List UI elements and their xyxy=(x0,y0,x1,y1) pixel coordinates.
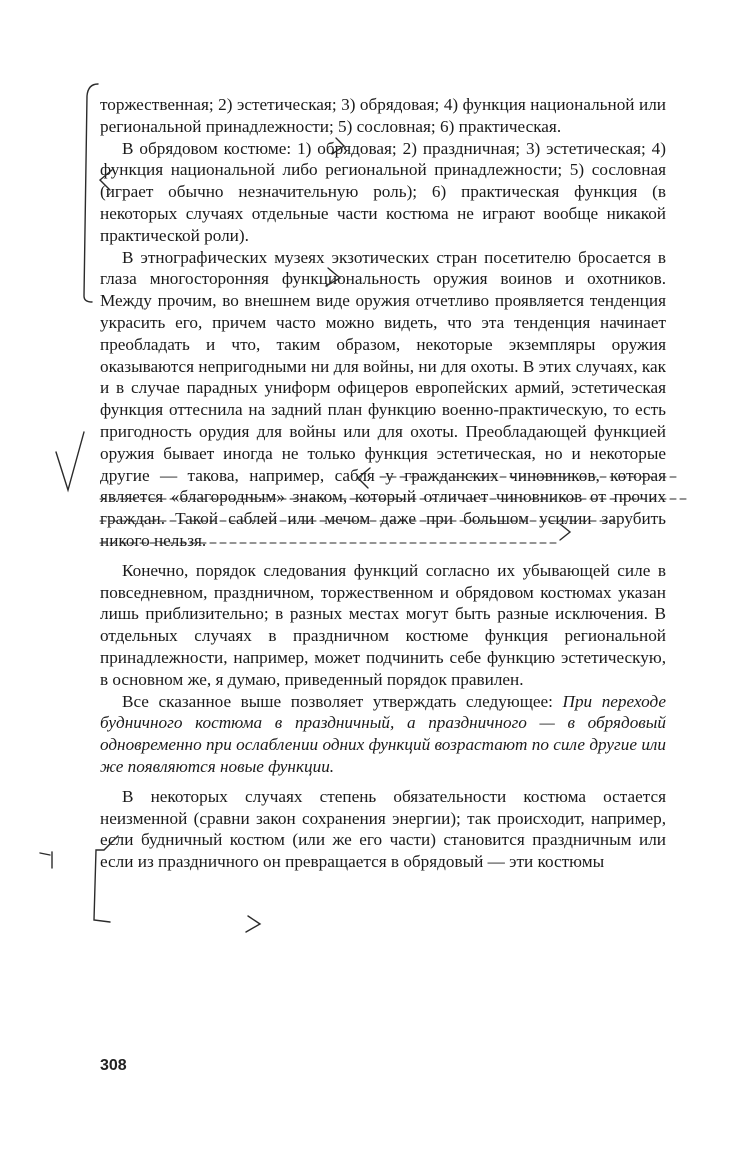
page-number: 308 xyxy=(100,1057,127,1074)
paragraph-5 xyxy=(100,691,666,778)
paragraph-3: В этнографических музеях экзотических стран посетителю бросается в глаза многосторонняя функциональность оружия воинов и охотников. Между прочим, во внешнем виде оружия отчетливо проявляется тенденция украсить его, причем часто можно видеть, что эта тенденция начинает преобладать и что, таким образом, некоторые экземпляры оружия оказываются непригодными ни для войны, ни для охоты. В этих случаях, как и в случае парадных униформ офицеров европейских армий, эстетическая функция оттеснила на задний план функцию военно-практическую, то есть пригодность орудия для войны или для охоты. Преобладающей функцией оружия бывает иногда не только функция эстетическая, но и некоторые другие — такова, например, сабля у гражданских чиновников, которая является «благородным» знаком, который отличает чиновников от прочих граждан. Такой саблей или мечом даже при большом усилии зарубить никого нельзя. xyxy=(100,247,666,550)
angle-mark-6 xyxy=(246,916,260,932)
margin-checkmark xyxy=(56,432,84,490)
margin-tick xyxy=(40,852,52,868)
margin-bracket-top xyxy=(84,84,98,302)
paragraph-5-italic-thesis: При переходе будничного костюма в праздничный, а праздничного — в обрядовый одновременно при ослаблении одних функций возрастают по силе другие или же появляются новые функции. xyxy=(100,691,667,776)
paragraph-2: В обрядовом костюме: 1) обрядовая; 2) праздничная; 3) эстетическая; 4) функция национальной либо региональной принадлежности; 5) сословная (играет обычно незначительную роль); 6) практическая функция (в некоторых случаях отдельные части костюма не играют вообще никакой практической роли). xyxy=(100,138,666,245)
paragraph-4: Конечно, порядок следования функций согласно их убывающей силе в повседневном, праздничном, торжественном и обрядовом костюмах указан лишь приблизительно; в разных местах могут быть разные исключения. В отдельных случаях в праздничном костюме функция региональной принадлежности, например, может подчинить себе функцию эстетическую, в основном же, я думаю, приведенный порядок правилен. xyxy=(100,560,666,689)
paragraph-6: В некоторых случаях степень обязательности костюма остается неизменной (сравни закон сохранения энергии); так происходит, например, если будничный костюм (или же его части) становится праздничным или если из праздничного он превращается в обрядовый — эти костюмы xyxy=(100,786,666,872)
paragraph-5-lead: Все сказанное выше позволяет утверждать следующее: xyxy=(122,691,553,711)
body-text xyxy=(100,94,666,873)
paragraph-1: торжественная; 2) эстетическая; 3) обрядовая; 4) функция национальной или региональной принадлежности; 5) сословная; 6) практическая. xyxy=(100,95,666,136)
